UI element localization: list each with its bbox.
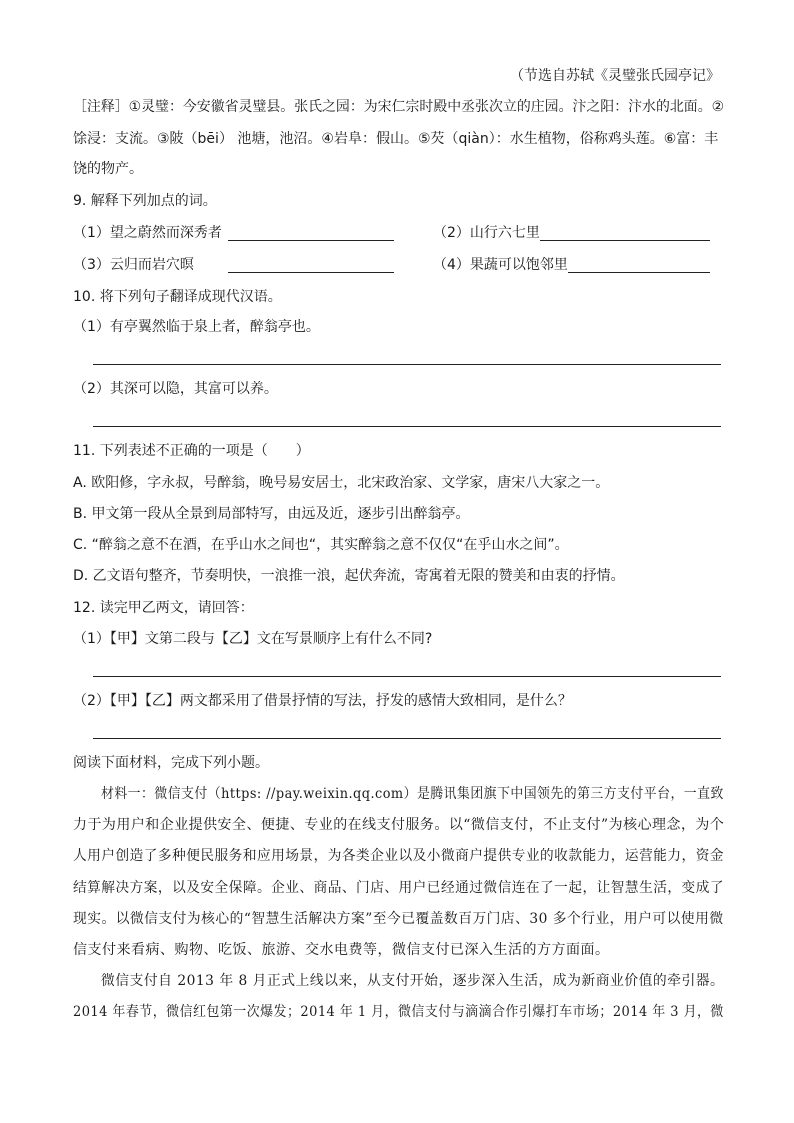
reading-line: 信支付来看病、购物、吃饭、旅游、交水电费等，微信支付已深入生活的方方面面。 <box>73 942 610 958</box>
reading-line: 2014 年春节，微信红包第一次爆发；2014 年 1 月，微信支付与滴滴合作引爆打车市场；2014 年 3 月，微 <box>73 1004 724 1020</box>
notes-line-3: 饶的物产。 <box>73 161 143 177</box>
q12-stem: 12. 读完甲乙两文，请回答： <box>73 600 254 616</box>
reading-line: 人用户创造了多种便民服务和应用场景，为各类企业以及小微商户提供专业的收款能力，运营能力，资金 <box>73 848 724 864</box>
notes-line-1: ［注释］①灵璧：今安徽省灵璧县。张氏之园：为宋仁宗时殿中丞张次立的庄园。汴之阳：汴水的北面。② <box>73 99 725 115</box>
reading-line: 材料一：微信支付（https: //pay.weixin.qq.com）是腾讯集团旗下中国领先的第三方支付平台，一直致 <box>101 786 724 802</box>
q9-stem: 9. 解释下列加点的词。 <box>73 193 217 209</box>
reading-intro: 阅读下面材料，完成下列小题。 <box>73 755 269 771</box>
answer-blank[interactable] <box>568 256 710 273</box>
answer-line[interactable] <box>93 364 721 365</box>
reading-line: 力于为用户和企业提供安全、便捷、专业的在线支付服务。以“微信支付，不止支付”为核心理念，为个 <box>73 817 725 833</box>
q11-option: B. 甲文第一段从全景到局部特写，由远及近，逐步引出醉翁亭。 <box>73 506 470 522</box>
reading-line: 微信支付自 2013 年 8 月正式上线以来，从支付开始，逐步深入生活，成为新商业价值的牵引器。 <box>101 973 725 989</box>
reading-line: 结算解决方案，以及安全保障。企业、商品、门店、用户已经通过微信连在了一起，让智慧生活，变成了 <box>73 880 724 896</box>
q9-item: （1）望之蔚然而深秀者 <box>73 225 222 241</box>
answer-blank[interactable] <box>228 256 394 273</box>
q11-option: C. “醉翁之意不在酒，在乎山水之间也“，其实醉翁之意不仅仅“在乎山水之间”。 <box>73 537 569 553</box>
answer-line[interactable] <box>93 426 721 427</box>
q11-option: D. 乙文语句整齐，节奏明快，一浪推一浪，起伏奔流，寄寓着无限的赞美和由衷的抒情。 <box>73 568 625 584</box>
source-citation: （节选自苏轼《灵璧张氏园亭记》 <box>510 68 720 84</box>
q9-item: （2）山行六七里 <box>433 225 540 241</box>
answer-blank[interactable] <box>540 224 710 241</box>
q12-item: （1）【甲】文第二段与【乙】文在写景顺序上有什么不同? <box>73 631 433 647</box>
notes-line-2: 馀浸：支流。③陂（bēi） 池塘，池沼。④岩阜：假山。⑤芡（qiàn）：水生植物，俗称鸡头莲。⑥富：丰 <box>73 131 719 147</box>
reading-line: 现实。以微信支付为核心的“智慧生活解决方案”至今已覆盖数百万门店、30 多个行业，用户可以使用微 <box>73 911 724 927</box>
answer-line[interactable] <box>93 676 721 677</box>
q10-item: （2）其深可以隐，其富可以养。 <box>73 381 278 397</box>
q11-option: A. 欧阳修，字永叔，号醉翁，晚号易安居士，北宋政治家、文学家，唐宋八大家之一。 <box>73 475 610 491</box>
q10-item: （1）有亭翼然临于泉上者，醉翁亭也。 <box>73 319 320 335</box>
q9-item: （3）云归而岩穴暝 <box>73 257 194 273</box>
answer-line[interactable] <box>93 738 721 739</box>
q10-stem: 10. 将下列句子翻译成现代汉语。 <box>73 289 282 305</box>
q9-item: （4）果蔬可以饱邻里 <box>433 257 568 273</box>
q11-stem: 11. 下列表述不正确的一项是（ ） <box>73 443 310 459</box>
answer-blank[interactable] <box>228 224 394 241</box>
q12-item: （2）【甲】【乙】两文都采用了借景抒情的写法，抒发的感情大致相同，是什么？ <box>73 693 572 709</box>
